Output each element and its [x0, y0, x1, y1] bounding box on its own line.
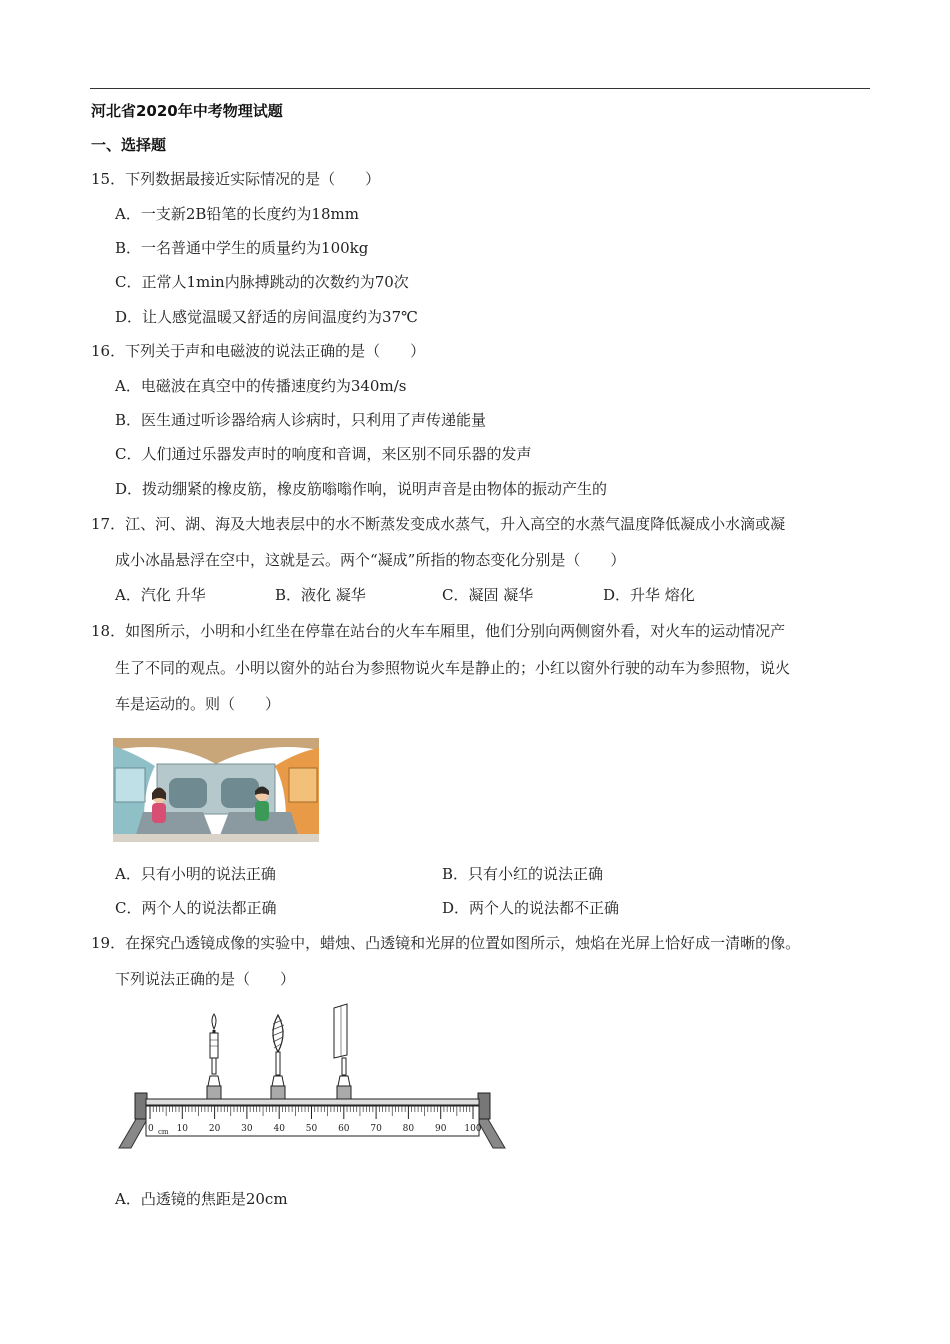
ruler-tick-label: 50 [305, 1124, 318, 1134]
ruler-tick-label: 30 [241, 1124, 253, 1134]
question-18-stem-line2: 生了不同的观点。小明以窗外的站台为参照物说火车是静止的；小红以窗外行驶的动车为参照物，说火 [115, 659, 791, 677]
ruler-tick-label: 60 [338, 1124, 350, 1134]
ruler-tick-label: 70 [370, 1124, 382, 1134]
q19-option-a: A．凸透镜的焦距是20cm [115, 1190, 288, 1208]
q18-option-c: C．两个人的说法都正确 [115, 899, 277, 917]
question-17-stem-line1: 17．江、河、湖、海及大地表层中的水不断蒸发变成水蒸气，升入高空的水蒸气温度降低凝成小水滴或凝 [91, 515, 786, 533]
q15-option-b: B．一名普通中学生的质量约为100kg [115, 239, 369, 257]
question-15-stem: 15．下列数据最接近实际情况的是（ ） [91, 170, 381, 188]
section-heading: 一、选择题 [91, 136, 167, 154]
ruler-tick-label: 100 [464, 1124, 482, 1134]
ruler-tick-label: 90 [434, 1124, 447, 1134]
ruler-tick-label: 0 [148, 1124, 154, 1134]
q16-option-a: A．电磁波在真空中的传播速度约为340m/s [115, 377, 407, 395]
q18-option-a: A．只有小明的说法正确 [115, 865, 276, 883]
candle [207, 1014, 221, 1099]
q17-option-b: B．液化 凝华 [275, 586, 366, 604]
q15-option-a: A．一支新2B铅笔的长度约为18mm [115, 205, 359, 223]
question-16-stem: 16．下列关于声和电磁波的说法正确的是（ ） [91, 342, 426, 360]
question-17-stem-line2: 成小冰晶悬浮在空中，这就是云。两个“凝成”所指的物态变化分别是（ ） [115, 551, 626, 569]
q15-option-d: D．让人感觉温暖又舒适的房间温度约为37℃ [115, 308, 418, 326]
ruler-tick-label: 40 [273, 1124, 285, 1134]
q15-option-c: C．正常人1min内脉搏跳动的次数约为70次 [115, 273, 409, 291]
train-carriage-illustration [113, 738, 319, 842]
ruler-tick-label: 10 [176, 1124, 189, 1134]
q18-option-d: D．两个人的说法都不正确 [442, 899, 620, 917]
q17-option-d: D．升华 熔化 [603, 586, 695, 604]
ruler-tick-label: 20 [208, 1124, 221, 1134]
ruler-tick-label: 80 [402, 1124, 415, 1134]
question-19-stem-line2: 下列说法正确的是（ ） [115, 970, 296, 988]
q16-option-b: B．医生通过听诊器给病人诊病时，只利用了声传递能量 [115, 411, 487, 429]
ruler-unit-label: cm [158, 1128, 169, 1136]
document-title: 河北省2020年中考物理试题 [91, 102, 283, 120]
question-19-stem-line1: 19．在探究凸透镜成像的实验中，蜡烛、凸透镜和光屏的位置如图所示，烛焰在光屏上恰好成一清晰的像。 [91, 934, 801, 952]
optical-bench-diagram [115, 1000, 510, 1155]
question-18-stem-line3: 车是运动的。则（ ） [115, 695, 281, 713]
q17-option-a: A．汽化 升华 [115, 586, 206, 604]
q16-option-c: C．人们通过乐器发声时的响度和音调，来区别不同乐器的发声 [115, 445, 532, 463]
header-rule [90, 88, 870, 89]
q18-option-b: B．只有小红的说法正确 [442, 865, 604, 883]
convex-lens [271, 1015, 285, 1099]
light-screen [334, 1004, 351, 1099]
q17-option-c: C．凝固 凝华 [442, 586, 534, 604]
question-18-stem-line1: 18．如图所示，小明和小红坐在停靠在站台的火车车厢里，他们分别向两侧窗外看，对火车的运动情况产 [91, 622, 786, 640]
q16-option-d: D．拨动绷紧的橡皮筋，橡皮筋嗡嗡作响，说明声音是由物体的振动产生的 [115, 480, 608, 498]
